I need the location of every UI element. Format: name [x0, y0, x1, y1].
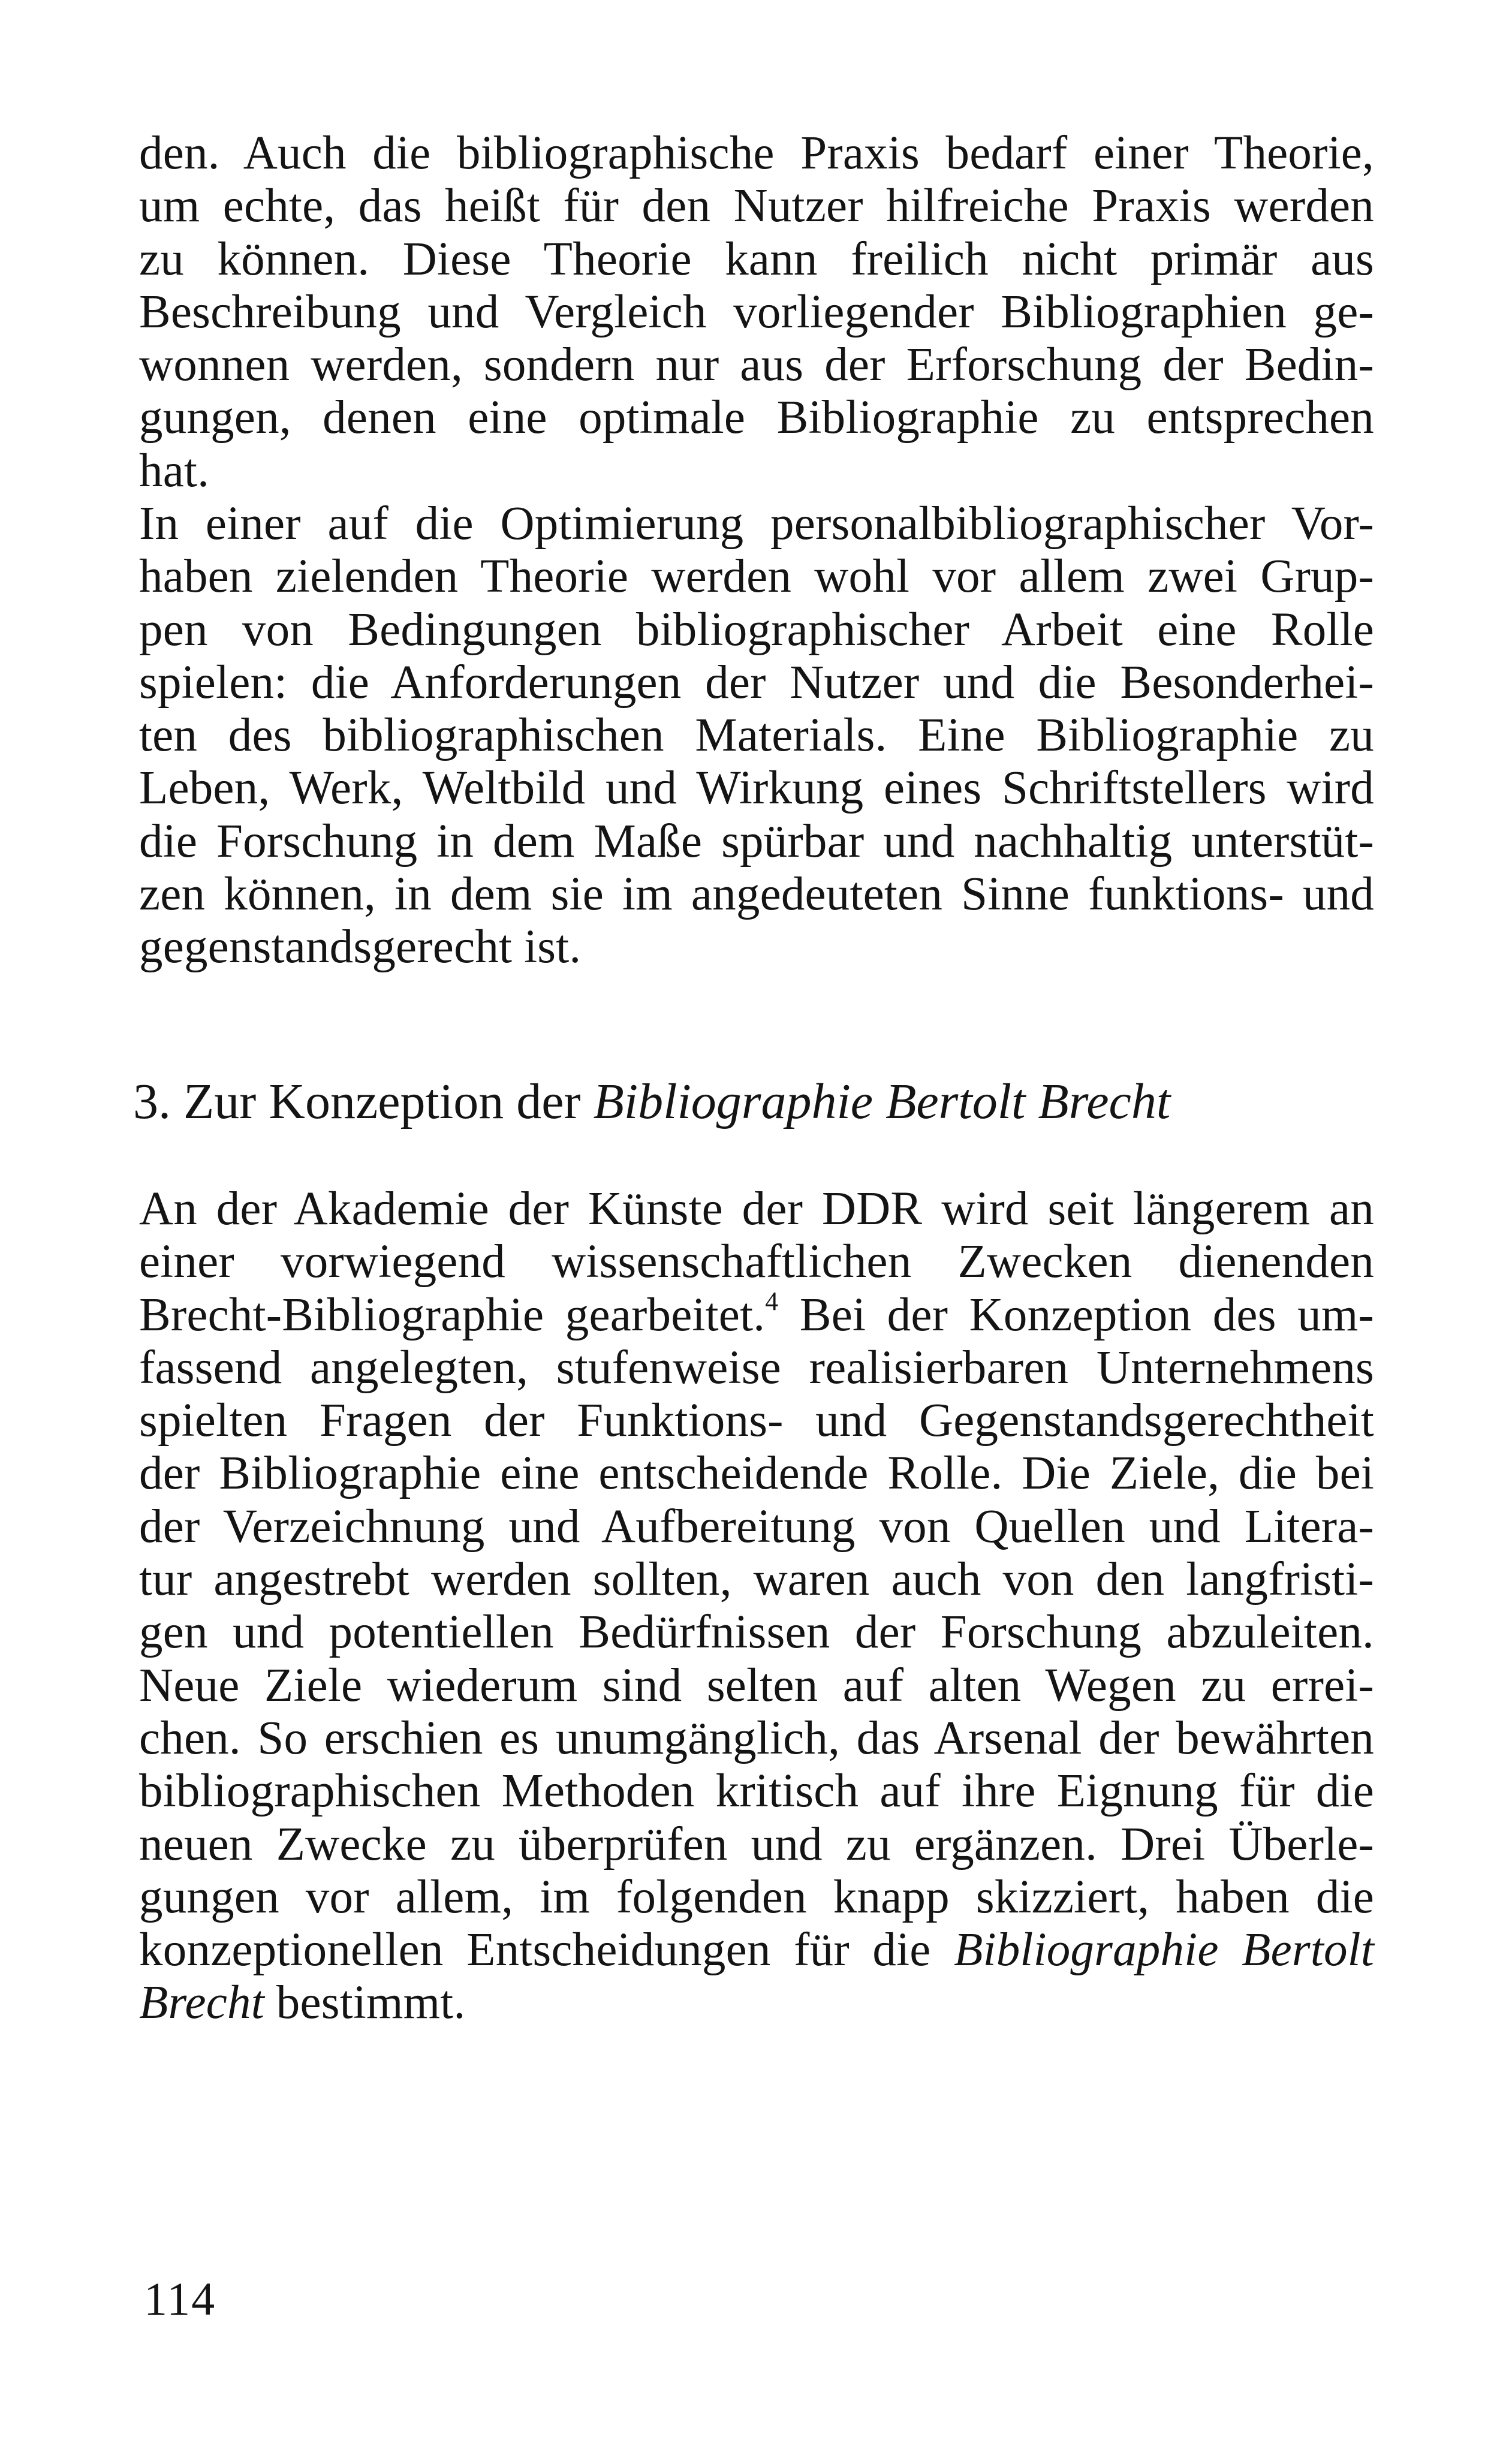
text-line: hat.	[139, 444, 210, 497]
text-line: Beschreibung und Vergleich vorliegender Bibliographien ge-	[139, 285, 1374, 338]
paragraph-2	[139, 498, 1374, 974]
text-line: gungen, denen eine optimale Bibliographie zu entsprechen	[139, 391, 1374, 444]
text-line: Leben, Werk, Weltbild und Wirkung eines Schriftstellers wird	[139, 762, 1374, 815]
text-line: haben zielenden Theorie werden wohl vor allem zwei Grup-	[139, 550, 1374, 603]
footnote-reference: 4	[765, 1286, 779, 1316]
text-line	[139, 1286, 1374, 1342]
paragraph-1	[139, 127, 1374, 498]
text-line: neuen Zwecke zu überprüfen und zu ergänzen. Drei Überle-	[139, 1818, 1374, 1870]
text-line: gen und potentiellen Bedürfnissen der Forschung abzuleiten.	[139, 1606, 1374, 1659]
italic-title-run: Bibliographie Bertolt	[954, 1924, 1374, 1977]
text-line: ten des bibliographischen Materials. Eine Bibliographie zu	[139, 709, 1374, 762]
text-line	[139, 1977, 1374, 2029]
section-title: Zur Konzeption der	[183, 1074, 581, 1129]
italic-title-run: Brecht	[139, 1977, 264, 2029]
text-run: Bei der Konzeption des um-	[778, 1288, 1374, 1341]
text-run: bestimmt.	[264, 1977, 466, 2029]
text-line: der Verzeichnung und Aufbereitung von Quellen und Litera-	[139, 1500, 1374, 1553]
text-line: spielen: die Anforderungen der Nutzer und die Besonderhei-	[139, 656, 1374, 709]
text-line: bibliographischen Methoden kritisch auf ihre Eignung für die	[139, 1765, 1374, 1818]
text-line: tur angestrebt werden sollten, waren auch von den langfristi-	[139, 1553, 1374, 1606]
text-line: fassend angelegten, stufenweise realisierbaren Unternehmens	[139, 1341, 1374, 1394]
text-line: einer vorwiegend wissenschaftlichen Zwecken dienenden	[139, 1236, 1374, 1288]
text-line: pen von Bedingungen bibliographischer Arbeit eine Rolle	[139, 603, 1374, 656]
text-line: zen können, in dem sie im angedeuteten Sinne funktions- und	[139, 868, 1374, 921]
text-line: gegenstandsgerecht ist.	[139, 921, 582, 974]
text-run: Brecht-Bibliographie gearbeitet.	[139, 1288, 766, 1341]
text-line: die Forschung in dem Maße spürbar und nachhaltig unterstüt-	[139, 815, 1374, 867]
text-line: den. Auch die bibliographische Praxis bedarf einer Theorie,	[139, 127, 1374, 179]
section-title-italic: Bibliographie Bertolt Brecht	[593, 1074, 1171, 1129]
text-line: wonnen werden, sondern nur aus der Erforschung der Bedin-	[139, 339, 1374, 391]
text-line: spielten Fragen der Funktions- und Gegenstandsgerechtheit	[139, 1394, 1374, 1447]
section-heading	[133, 1072, 1392, 1132]
text-line: der Bibliographie eine entscheidende Rolle. Die Ziele, die bei	[139, 1447, 1374, 1500]
text-line: um echte, das heißt für den Nutzer hilfreiche Praxis werden	[139, 180, 1374, 233]
text-line: An der Akademie der Künste der DDR wird seit längerem an	[139, 1183, 1374, 1235]
paragraph-3	[139, 1183, 1374, 2030]
text-line: Neue Ziele wiederum sind selten auf alten Wegen zu errei-	[139, 1659, 1374, 1712]
text-run: konzeptionellen Entscheidungen für die	[139, 1924, 954, 1977]
page-number: 114	[144, 2273, 216, 2325]
text-line: zu können. Diese Theorie kann freilich nicht primär aus	[139, 233, 1374, 285]
text-line: In einer auf die Optimierung personalbibliographischer Vor-	[139, 498, 1374, 550]
text-line	[139, 1924, 1374, 1977]
section-number: 3.	[133, 1074, 171, 1129]
text-line: gungen vor allem, im folgenden knapp skizziert, haben die	[139, 1870, 1374, 1923]
text-line: chen. So erschien es unumgänglich, das Arsenal der bewährten	[139, 1712, 1374, 1764]
